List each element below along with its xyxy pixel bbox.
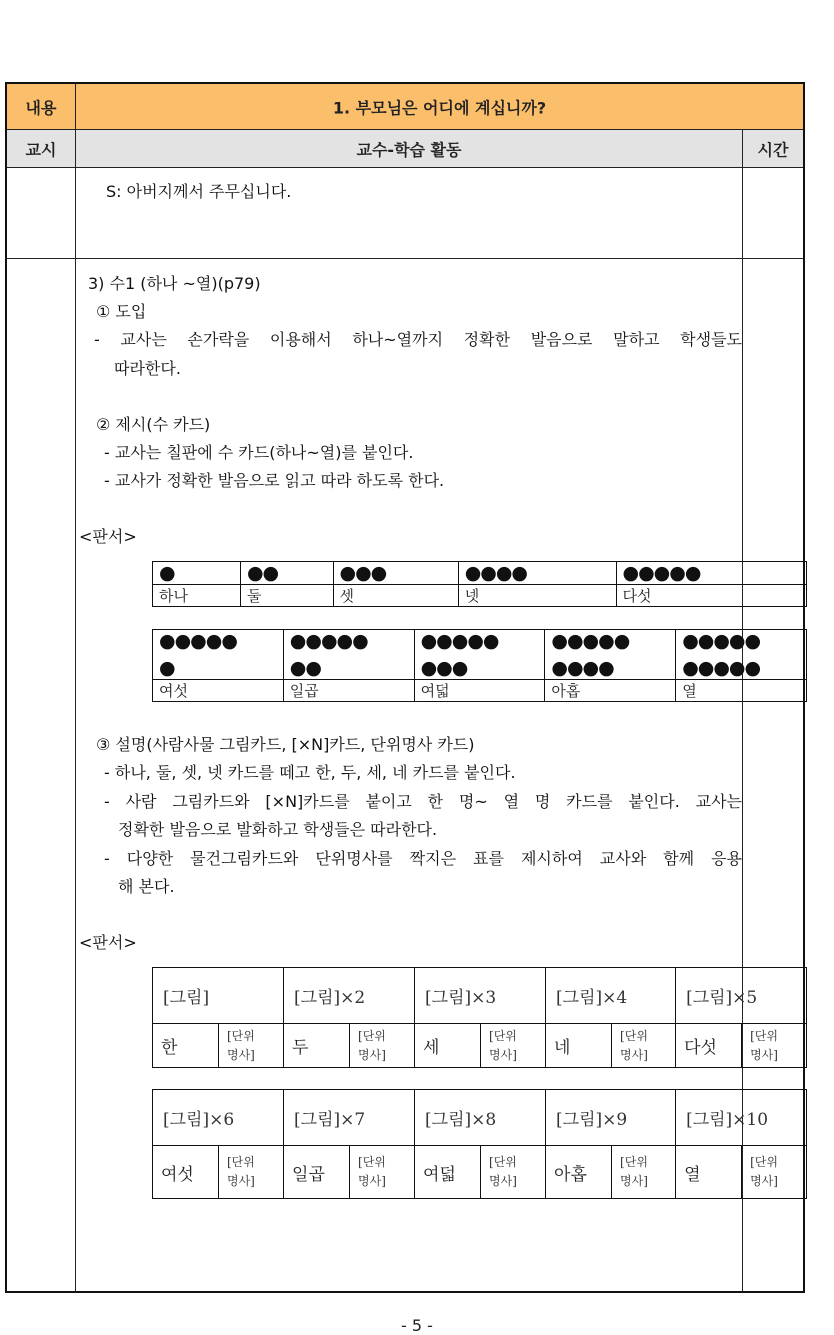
activity-header-cell (76, 130, 743, 167)
unit-noun-line-1: [단위 (620, 1155, 648, 1169)
unit-noun-line-2: 명사] (620, 1047, 648, 1062)
explain-title: ③ 설명(사람사물 그림카드, [×N]카드, 단위명사 카드) (96, 735, 475, 754)
unit-noun-line-2: 명사] (750, 1047, 778, 1062)
counter-number-5: 다섯 (676, 1024, 742, 1068)
content-label-cell (7, 84, 76, 129)
dot-card-9 (545, 630, 676, 680)
period-header-cell (7, 130, 76, 167)
unit-noun-line-1: [단위 (489, 1155, 517, 1169)
content-label: 내용 (25, 98, 57, 117)
unit-noun-card (481, 1146, 546, 1199)
number-label-9: 아홉 (545, 680, 676, 702)
unit-noun-line-1: [단위 (750, 1155, 778, 1169)
unit-noun-line-1: [단위 (358, 1028, 386, 1043)
dots-line-1: ●●●●● (159, 630, 237, 652)
number-label-2: 둘 (240, 585, 333, 607)
explain-line-1: - 하나, 둘, 셋, 넷 카드를 떼고 한, 두, 세, 네 카드를 붙인다. (104, 763, 516, 782)
number-label-5: 다섯 (616, 585, 806, 607)
unit-noun-card (219, 1024, 284, 1068)
board-label-2: <판서> (79, 933, 137, 952)
picture-card-1: [그림] (153, 968, 284, 1024)
counter-number-2: 두 (284, 1024, 350, 1068)
lesson-title: 1. 부모님은 어디에 계십니까? (332, 98, 547, 117)
page-number: - 5 - (401, 1316, 433, 1335)
unit-noun-card (350, 1146, 415, 1199)
dot-card-1: ● (153, 562, 241, 585)
dialogue-row (7, 168, 803, 259)
unit-noun-line-1: [단위 (620, 1028, 648, 1043)
number-label-6: 여섯 (153, 680, 284, 702)
intro-line-2: 따라한다. (114, 359, 181, 378)
dot-card-6 (153, 630, 284, 680)
time-header: 시간 (757, 140, 789, 159)
period-cell (7, 259, 76, 1291)
section-title: 3) 수1 (하나 ~열)(p79) (88, 274, 261, 293)
activity-row (7, 259, 803, 1291)
unit-noun-line-1: [단위 (227, 1028, 255, 1043)
present-title: ② 제시(수 카드) (96, 415, 211, 434)
unit-noun-line-1: [단위 (227, 1155, 255, 1169)
unit-card-table-1 (152, 967, 807, 1068)
dots-line-2: ●●●●● (682, 657, 761, 679)
dots-line-2: ●●●● (551, 657, 614, 679)
explain-line-4: - 다양한 물건그림카드와 단위명사를 짝지은 표를 제시하여 교사와 함께 응용 (104, 849, 742, 868)
intro-title: ① 도입 (96, 302, 147, 321)
dots-line-2: ●●● (420, 657, 468, 679)
number-card-table-2 (152, 629, 807, 702)
unit-noun-line-2: 명사] (227, 1174, 255, 1188)
unit-noun-line-2: 명사] (227, 1047, 255, 1062)
title-row (7, 84, 803, 130)
unit-noun-line-2: 명사] (750, 1174, 778, 1188)
number-label-8: 여덟 (414, 680, 545, 702)
unit-noun-line-2: 명사] (620, 1174, 648, 1188)
picture-card-2: [그림]×2 (284, 968, 415, 1024)
counter-number-4: 네 (546, 1024, 612, 1068)
counter-number-9: 아홉 (546, 1146, 612, 1199)
unit-noun-card (481, 1024, 546, 1068)
student-line: S: 아버지께서 주무십니다. (106, 182, 292, 201)
counter-number-6: 여섯 (153, 1146, 219, 1199)
number-card-table-1 (152, 561, 807, 607)
dots-line-1: ●●●●● (420, 630, 499, 652)
counter-number-3: 세 (415, 1024, 481, 1068)
picture-card-9: [그림]×9 (546, 1090, 676, 1146)
number-label-10: 열 (676, 680, 807, 702)
dots-line-1: ●●●●● (551, 630, 630, 652)
picture-card-10: [그림]×10 (676, 1090, 807, 1146)
dot-card-3: ●●● (333, 562, 458, 585)
counter-number-10: 열 (676, 1146, 742, 1199)
unit-noun-card (219, 1146, 284, 1199)
counter-number-1: 한 (153, 1024, 219, 1068)
dot-card-7 (283, 630, 414, 680)
picture-card-6: [그림]×6 (153, 1090, 284, 1146)
time-cell (743, 168, 803, 258)
counter-number-7: 일곱 (284, 1146, 350, 1199)
present-line-2: - 교사가 정확한 발음으로 읽고 따라 하도록 한다. (104, 471, 445, 490)
explain-line-5: 해 본다. (118, 877, 175, 896)
activity-cell (76, 168, 743, 258)
present-line-1: - 교사는 칠판에 수 카드(하나~열)를 붙인다. (104, 443, 414, 462)
unit-noun-line-1: [단위 (358, 1155, 386, 1169)
column-header-row (7, 130, 803, 168)
unit-noun-line-1: [단위 (489, 1028, 517, 1043)
intro-line-1: - 교사는 손가락을 이용해서 하나~열까지 정확한 발음으로 말하고 학생들도 (94, 330, 742, 349)
picture-card-3: [그림]×3 (415, 968, 546, 1024)
dots-line-2: ● (159, 657, 175, 679)
activity-cell (76, 259, 778, 1291)
lesson-plan-table (5, 82, 805, 1293)
title-cell (76, 84, 803, 129)
unit-noun-line-1: [단위 (750, 1028, 778, 1043)
picture-card-8: [그림]×8 (415, 1090, 546, 1146)
dots-line-2: ●● (289, 657, 321, 679)
picture-card-5: [그림]×5 (676, 968, 807, 1024)
dot-card-8 (414, 630, 545, 680)
dots-line-1: ●●●●● (682, 630, 761, 652)
unit-noun-card (350, 1024, 415, 1068)
picture-card-7: [그림]×7 (284, 1090, 415, 1146)
activity-header: 교수-학습 활동 (356, 140, 462, 159)
number-label-4: 넷 (458, 585, 616, 607)
time-cell (743, 259, 803, 1291)
number-label-7: 일곱 (283, 680, 414, 702)
unit-noun-line-2: 명사] (358, 1047, 386, 1062)
unit-noun-line-2: 명사] (489, 1047, 517, 1062)
unit-noun-card (612, 1146, 676, 1199)
dots-line-1: ●●●●● (289, 630, 368, 652)
unit-card-table-2 (152, 1089, 807, 1199)
period-header: 교시 (25, 140, 57, 159)
number-label-1: 하나 (153, 585, 241, 607)
counter-number-8: 여덟 (415, 1146, 481, 1199)
time-header-cell (743, 130, 803, 167)
explain-line-2: - 사람 그림카드와 [×N]카드를 붙이고 한 명~ 열 명 카드를 붙인다. 교사는 (104, 792, 742, 811)
dot-card-4: ●●●● (458, 562, 616, 585)
number-label-3: 셋 (333, 585, 458, 607)
unit-noun-card (612, 1024, 676, 1068)
unit-noun-line-2: 명사] (358, 1174, 386, 1188)
board-label-1: <판서> (79, 527, 137, 546)
dot-card-5: ●●●●● (616, 562, 806, 585)
picture-card-4: [그림]×4 (546, 968, 676, 1024)
period-cell (7, 168, 76, 258)
dot-card-2: ●● (240, 562, 333, 585)
unit-noun-line-2: 명사] (489, 1174, 517, 1188)
explain-line-3: 정확한 발음으로 발화하고 학생들은 따라한다. (118, 820, 438, 839)
